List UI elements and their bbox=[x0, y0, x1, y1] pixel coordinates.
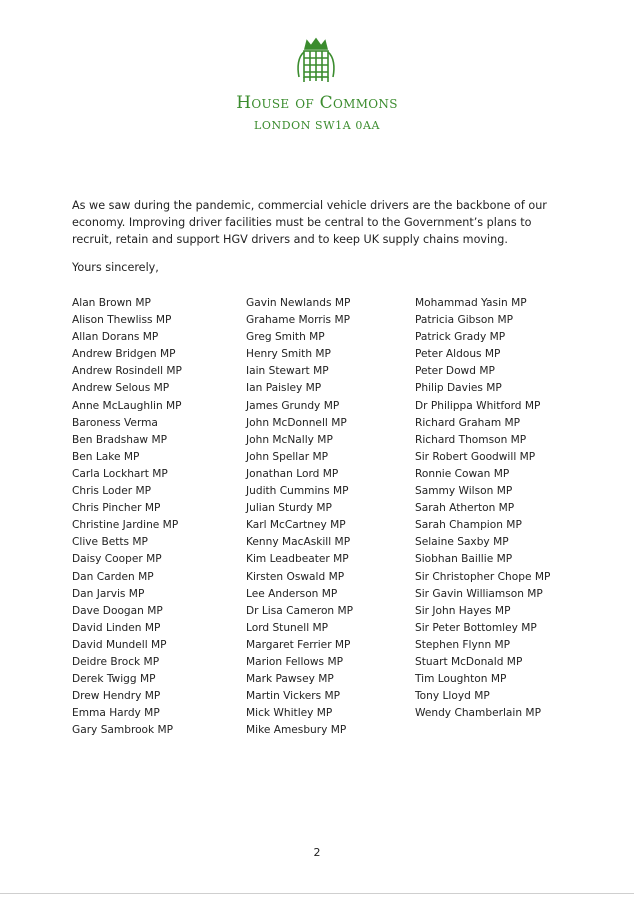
signatory-name: Christine Jardine MP bbox=[72, 519, 179, 532]
signatory-name: Chris Loder MP bbox=[72, 485, 151, 498]
body-paragraph: As we saw during the pandemic, commercial vehicle drivers are the backbone of our economy. Improving driver facilities must be central to the Government’s plans to recruit, retain and support HGV drivers and to keep UK supply chains moving. bbox=[72, 199, 547, 246]
signatory-name: Ian Paisley MP bbox=[246, 382, 322, 395]
signatory-name: Anne McLaughlin MP bbox=[72, 399, 182, 412]
signatory-name: Kirsten Oswald MP bbox=[246, 570, 345, 583]
signatory-name: Sir Peter Bottomley MP bbox=[415, 621, 537, 634]
signatory-name: Mike Amesbury MP bbox=[246, 724, 347, 737]
signatory-name: Deidre Brock MP bbox=[72, 655, 160, 668]
signatory-name: Dan Jarvis MP bbox=[72, 587, 145, 600]
signatory-name: Gary Sambrook MP bbox=[72, 724, 174, 737]
signatory-name: Tim Loughton MP bbox=[415, 673, 507, 686]
signatory-name: Tony Lloyd MP bbox=[415, 690, 490, 703]
signatory-name: Kim Leadbeater MP bbox=[246, 553, 349, 566]
signatory-name: Chris Pincher MP bbox=[72, 502, 161, 515]
signatory-name: Baroness Verma bbox=[72, 416, 158, 429]
signatory-name: Sarah Atherton MP bbox=[415, 502, 515, 515]
signatory-name: Sir John Hayes MP bbox=[415, 604, 511, 617]
page-divider bbox=[0, 893, 634, 894]
signatory-name: Alison Thewliss MP bbox=[72, 314, 172, 327]
signatory-name: Patricia Gibson MP bbox=[415, 314, 513, 327]
signatory-name: Kenny MacAskill MP bbox=[246, 536, 351, 549]
signatory-name: Dan Carden MP bbox=[72, 570, 154, 583]
signatory-name: Karl McCartney MP bbox=[246, 519, 346, 532]
signatory-name: Carla Lockhart MP bbox=[72, 467, 168, 480]
signatory-name: Henry Smith MP bbox=[246, 348, 331, 361]
signatory-name: Richard Thomson MP bbox=[415, 433, 527, 446]
signatory-name: Andrew Selous MP bbox=[72, 382, 170, 395]
signatory-name: Sir Robert Goodwill MP bbox=[415, 450, 536, 463]
signatory-name: Julian Sturdy MP bbox=[246, 502, 332, 515]
signatory-name: David Linden MP bbox=[72, 621, 161, 634]
signatory-name: Grahame Morris MP bbox=[246, 314, 350, 327]
signatory-name: Sir Christopher Chope MP bbox=[415, 570, 551, 583]
signatory-name: Philip Davies MP bbox=[415, 382, 502, 395]
letterhead-name: House of Commons bbox=[236, 93, 398, 113]
signatory-name: Derek Twigg MP bbox=[72, 673, 156, 686]
signatory-name: Drew Hendry MP bbox=[72, 690, 161, 703]
signatory-name: Margaret Ferrier MP bbox=[246, 638, 351, 651]
signoff: Yours sincerely, bbox=[72, 261, 159, 274]
signatory-name: Marion Fellows MP bbox=[246, 655, 343, 668]
signatory-name: Selaine Saxby MP bbox=[415, 536, 509, 549]
signatory-name: Richard Graham MP bbox=[415, 416, 521, 429]
signatory-name: Sir Gavin Williamson MP bbox=[415, 587, 543, 600]
signatory-name: Emma Hardy MP bbox=[72, 707, 160, 720]
signatory-name: Gavin Newlands MP bbox=[246, 297, 351, 309]
signatory-name: Patrick Grady MP bbox=[415, 331, 506, 344]
signatory-name: John McDonnell MP bbox=[246, 416, 347, 429]
signatory-name: Stuart McDonald MP bbox=[415, 655, 523, 668]
signatory-name: Andrew Bridgen MP bbox=[72, 348, 176, 361]
signatory-name: Mick Whitley MP bbox=[246, 707, 333, 720]
letterhead-address: LONDON SW1A 0AA bbox=[253, 119, 381, 132]
signatory-name: Clive Betts MP bbox=[72, 536, 148, 549]
portcullis-crest-icon bbox=[293, 37, 339, 87]
signatory-name: Mohammad Yasin MP bbox=[415, 297, 527, 309]
signatory-name: John Spellar MP bbox=[246, 450, 328, 463]
signatory-name: Stephen Flynn MP bbox=[415, 638, 511, 651]
signatories-column-1 bbox=[72, 295, 182, 739]
signatory-name: Mark Pawsey MP bbox=[246, 673, 334, 686]
signatory-name: Wendy Chamberlain MP bbox=[415, 707, 541, 720]
signatory-name: Lord Stunell MP bbox=[246, 621, 329, 634]
signatories-column-2 bbox=[246, 295, 353, 739]
signatory-name: Dr Lisa Cameron MP bbox=[246, 604, 354, 617]
signatory-name: Peter Dowd MP bbox=[415, 365, 495, 378]
signatory-name: Lee Anderson MP bbox=[246, 587, 338, 600]
signatory-name: Ben Bradshaw MP bbox=[72, 433, 167, 446]
signatory-name: Martin Vickers MP bbox=[246, 690, 340, 703]
signatory-name: Ben Lake MP bbox=[72, 450, 140, 463]
signatories-column-3 bbox=[415, 295, 550, 722]
signatory-name: Siobhan Baillie MP bbox=[415, 553, 513, 566]
signatory-name: Sammy Wilson MP bbox=[415, 485, 513, 498]
signatory-name: David Mundell MP bbox=[72, 638, 167, 651]
page-number: 2 bbox=[313, 846, 321, 859]
signatory-name: Andrew Rosindell MP bbox=[72, 365, 182, 378]
signatory-name: Alan Brown MP bbox=[72, 297, 151, 309]
signatory-name: James Grundy MP bbox=[246, 399, 340, 412]
signatory-name: Daisy Cooper MP bbox=[72, 553, 162, 566]
signatory-name: Jonathan Lord MP bbox=[246, 467, 339, 480]
signatory-name: Judith Cummins MP bbox=[246, 485, 349, 498]
signatory-name: Greg Smith MP bbox=[246, 331, 325, 344]
signatory-name: Dave Doogan MP bbox=[72, 604, 163, 617]
signatory-name: Peter Aldous MP bbox=[415, 348, 501, 361]
signatory-name: Sarah Champion MP bbox=[415, 519, 522, 532]
signatory-name: Iain Stewart MP bbox=[246, 365, 329, 378]
signatory-name: Dr Philippa Whitford MP bbox=[415, 399, 541, 412]
signatory-name: Ronnie Cowan MP bbox=[415, 467, 510, 480]
signatory-name: Allan Dorans MP bbox=[72, 331, 159, 344]
signatory-name: John McNally MP bbox=[246, 433, 333, 446]
